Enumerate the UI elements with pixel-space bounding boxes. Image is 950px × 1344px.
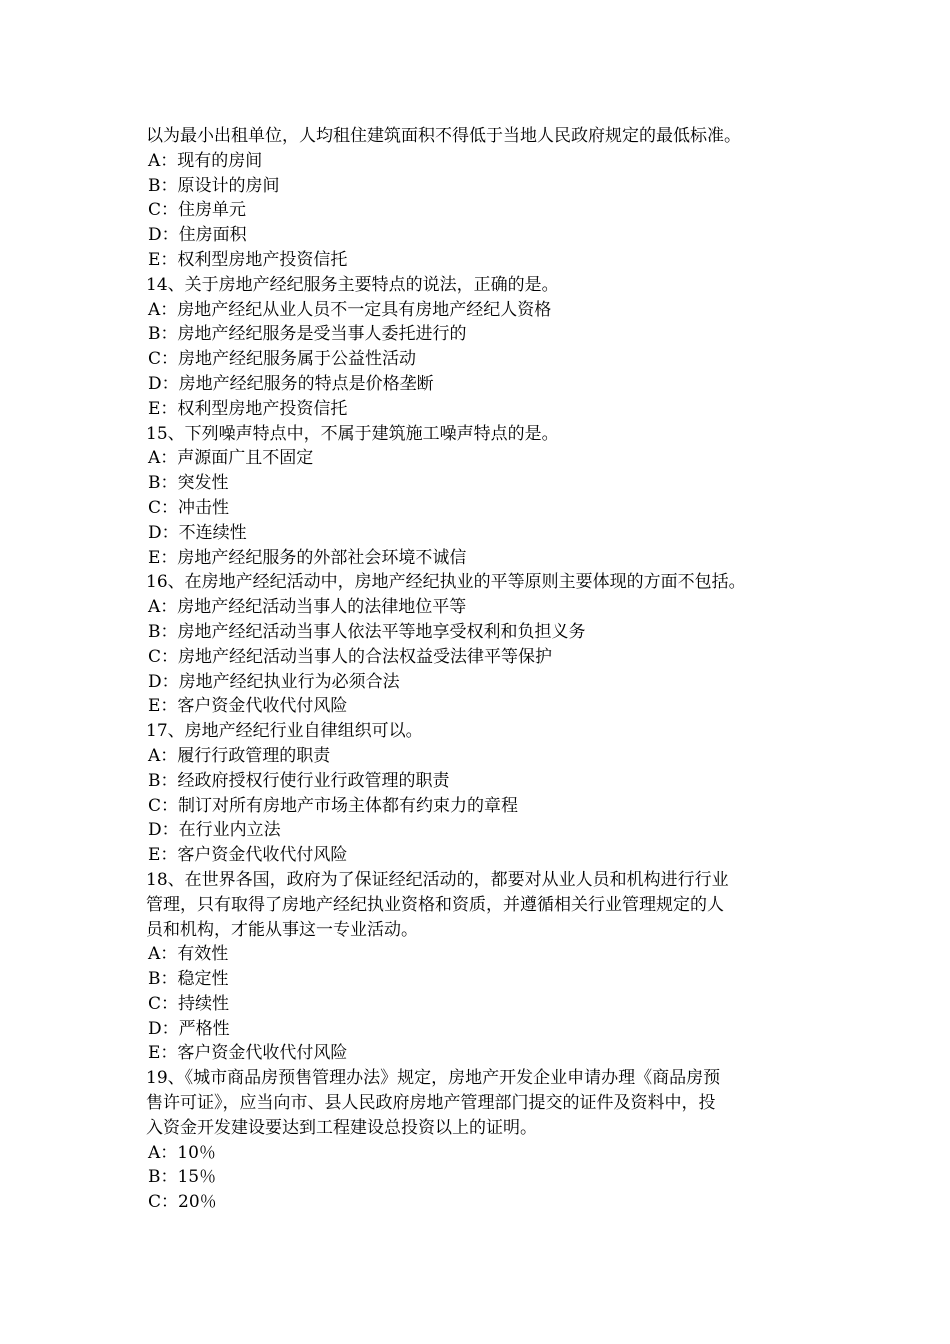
answer-option-line: B：经政府授权行使行业行政管理的职责 bbox=[148, 770, 450, 791]
question-text-line: 17、房地产经纪行业自律组织可以。 bbox=[146, 721, 423, 742]
answer-option-line: B：15％ bbox=[148, 1167, 217, 1188]
question-text-line: 16、在房地产经纪活动中，房地产经纪执业的平等原则主要体现的方面不包括。 bbox=[146, 572, 746, 593]
answer-option-line: C：20％ bbox=[148, 1192, 217, 1213]
answer-option-line: E：权利型房地产投资信托 bbox=[148, 398, 348, 419]
answer-option-line: D：在行业内立法 bbox=[148, 820, 281, 841]
question-text-line: 管理，只有取得了房地产经纪执业资格和资质，并遵循相关行业管理规定的人 bbox=[146, 894, 724, 915]
answer-option-line: B：房地产经纪服务是受当事人委托进行的 bbox=[148, 324, 467, 345]
answer-option-line: E：房地产经纪服务的外部社会环境不诚信 bbox=[148, 547, 467, 568]
answer-option-line: E：权利型房地产投资信托 bbox=[148, 249, 348, 270]
answer-option-line: C：房地产经纪服务属于公益性活动 bbox=[148, 349, 417, 370]
answer-option-line: A：10％ bbox=[148, 1142, 216, 1163]
document-page bbox=[146, 124, 816, 1215]
question-text-line: 以为最小出租单位，人均租住建筑面积不得低于当地人民政府规定的最低标准。 bbox=[146, 126, 741, 146]
question-text-line: 14、关于房地产经纪服务主要特点的说法，正确的是。 bbox=[146, 274, 559, 295]
answer-option-line: C：住房单元 bbox=[148, 200, 247, 221]
answer-option-line: E：客户资金代收代付风险 bbox=[148, 845, 348, 866]
question-text-line: 员和机构，才能从事这一专业活动。 bbox=[146, 919, 418, 940]
answer-option-line: A：现有的房间 bbox=[148, 150, 263, 171]
answer-option-line: E：客户资金代收代付风险 bbox=[148, 1043, 348, 1064]
answer-option-line: A：房地产经纪活动当事人的法律地位平等 bbox=[148, 597, 467, 618]
answer-option-line: D：不连续性 bbox=[148, 522, 247, 543]
question-text-line: 18、在世界各国，政府为了保证经纪活动的，都要对从业人员和机构进行行业 bbox=[146, 869, 729, 890]
answer-option-line: C：房地产经纪活动当事人的合法权益受法律平等保护 bbox=[148, 646, 553, 667]
answer-option-line: D：房地产经纪执业行为必须合法 bbox=[148, 671, 400, 692]
answer-option-line: B：原设计的房间 bbox=[148, 175, 280, 196]
answer-option-line: D：住房面积 bbox=[148, 225, 247, 246]
question-text-line: 15、下列噪声特点中，不属于建筑施工噪声特点的是。 bbox=[146, 423, 559, 444]
answer-option-line: C：冲击性 bbox=[148, 497, 230, 518]
answer-option-line: A：有效性 bbox=[148, 944, 229, 965]
answer-option-line: A：房地产经纪从业人员不一定具有房地产经纪人资格 bbox=[148, 299, 552, 320]
answer-option-line: A：履行行政管理的职责 bbox=[148, 745, 331, 766]
question-text-line: 19、《城市商品房预售管理办法》规定，房地产开发企业申请办理《商品房预 bbox=[146, 1068, 721, 1089]
answer-option-line: A：声源面广且不固定 bbox=[148, 448, 314, 469]
question-text-line: 售许可证》，应当向市、县人民政府房地产管理部门提交的证件及资料中，投 bbox=[146, 1093, 716, 1114]
answer-option-line: C：制订对所有房地产市场主体都有约束力的章程 bbox=[148, 795, 519, 816]
answer-option-line: C：持续性 bbox=[148, 993, 230, 1014]
answer-option-line: D：房地产经纪服务的特点是价格垄断 bbox=[148, 373, 434, 394]
answer-option-line: B：突发性 bbox=[148, 473, 229, 494]
answer-option-line: B：房地产经纪活动当事人依法平等地享受权利和负担义务 bbox=[148, 621, 586, 642]
answer-option-line: D：严格性 bbox=[148, 1018, 230, 1039]
question-text-line: 入资金开发建设要达到工程建设总投资以上的证明。 bbox=[146, 1117, 537, 1138]
answer-option-line: E：客户资金代收代付风险 bbox=[148, 696, 348, 717]
answer-option-line: B：稳定性 bbox=[148, 969, 229, 990]
